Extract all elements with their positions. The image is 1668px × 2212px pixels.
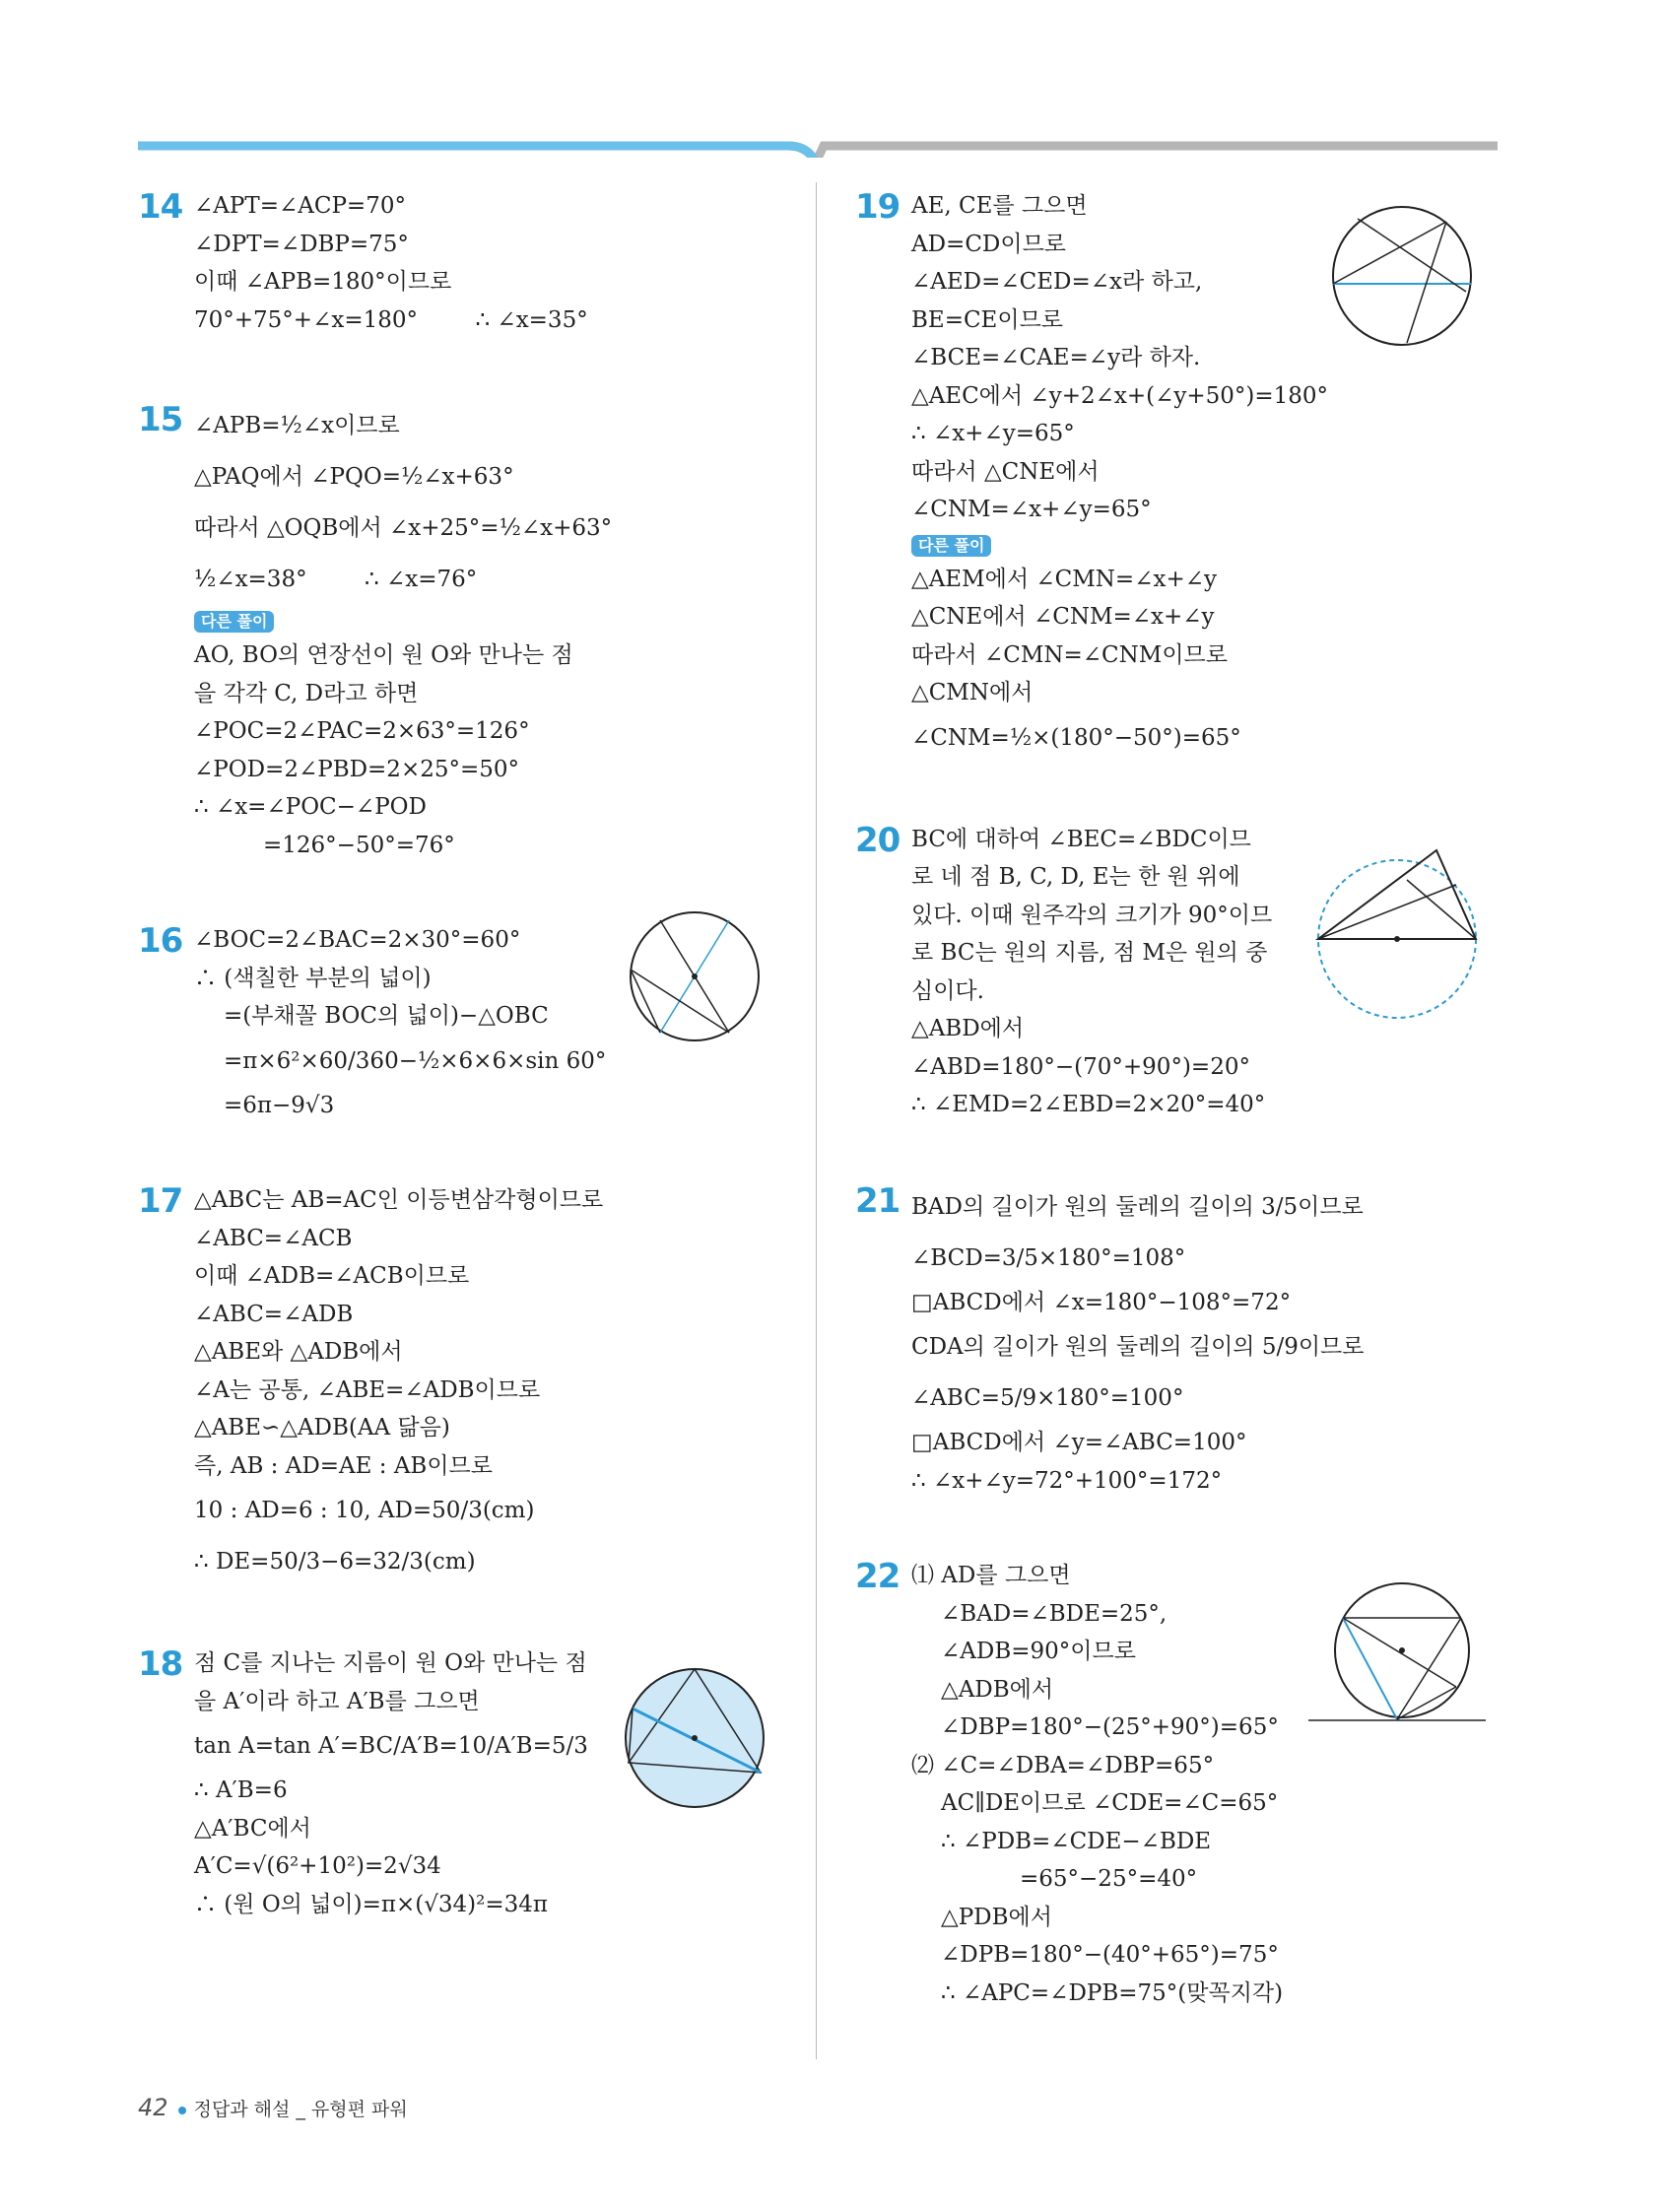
solution-line: ∴ ∠APC=∠DPB=75°(맞꼭지각) [941,1979,1284,2006]
solution-line: tan A=tan A′=BC/A′B=10/A′B=5/3 [194,1733,588,1759]
solution-line: A′C=√(6²+10²)=2√34 [194,1853,441,1879]
solution-line: =6π−9√3 [224,1092,335,1118]
problem-number: 15 [138,400,183,439]
solution-line: 이때 ∠ADB=∠ACB이므로 [194,1263,470,1289]
solution-line: △ADB에서 [941,1676,1054,1703]
problem-number: 20 [855,820,901,860]
page-footer [138,2094,408,2121]
solution-line: ∠CNM=∠x+∠y=65° [911,497,1152,522]
solution-line: ∴ ∠x+∠y=72°+100°=172° [911,1467,1223,1494]
problem-number: 14 [138,187,183,227]
solution-line: 심이다. [911,977,984,1004]
solution-line: ∠BCD=3/5×180°=108° [911,1244,1186,1271]
solution-line: 을 각각 C, D라고 하면 [194,680,419,706]
solution-line: 점 C를 지나는 지름이 원 O와 만나는 점 [194,1650,587,1676]
circle-diagram-22 [1308,1576,1486,1744]
solution-line: △A′BC에서 [194,1815,311,1842]
solution-line: △ABE와 △ADB에서 [194,1339,403,1365]
solution-line: AD=CD이므로 [911,231,1067,257]
problem-number: 21 [855,1180,901,1221]
left-column [138,187,818,1980]
solution-line: △CMN에서 [911,680,1034,705]
solution-line: ∠ABC=∠ACB [194,1225,353,1251]
alt-solution-badge: 다른 풀이 [911,535,991,557]
solution-line: 따라서 ∠CMN=∠CNM이므로 [911,641,1228,668]
solution-line: CDA의 길이가 원의 둘레의 길이의 5/9이므로 [911,1334,1365,1360]
solution-line: ∴ ∠PDB=∠CDE−∠BDE [941,1828,1212,1854]
solution-line: =π×6²×60/360−½×6×6×sin 60° [224,1047,607,1074]
problem-22 [855,1557,1496,2012]
problem-number: 17 [138,1181,183,1221]
solution-line: △AEM에서 ∠CMN=∠x+∠y [911,566,1217,592]
solution-line: ∴ ∠x+∠y=65° [911,421,1075,446]
solution-line: ∠ABC=5/9×180°=100° [911,1385,1184,1411]
solution-line: △PDB에서 [941,1904,1052,1930]
solution-line: □ABCD에서 ∠x=180°−108°=72° [911,1289,1292,1315]
problem-15 [138,400,818,864]
solution-line: ∠DPB=180°−(40°+65°)=75° [941,1942,1279,1968]
problem-number: 22 [855,1557,901,1596]
solution-line: ⑴ AD를 그으면 [911,1563,1071,1588]
problem-20 [855,821,1496,1124]
alt-solution-badge: 다른 풀이 [194,611,274,633]
solution-line: △AEC에서 ∠y+2∠x+(∠y+50°)=180° [911,382,1329,409]
solution-line: 로 BC는 원의 지름, 점 M은 원의 중 [911,940,1268,966]
solution-line: 즉, AB : AD=AE : AB이므로 [194,1452,493,1479]
solution-line: 있다. 이때 원주각의 크기가 90°이므 [911,902,1273,928]
solution-line: △ABD에서 [911,1016,1025,1041]
solution-line: ∠BOC=2∠BAC=2×30°=60° [194,927,521,953]
problem-19 [855,187,1496,764]
solution-line: 을 A′이라 하고 A′B를 그으면 [194,1688,480,1714]
solution-line: 10 : AD=6 : 10, AD=50/3(cm) [194,1498,535,1523]
problem-number: 16 [138,921,183,961]
solution-line: 로 네 점 B, C, D, E는 한 원 위에 [911,864,1240,890]
solution-line: ∠A는 공통, ∠ABE=∠ADB이므로 [194,1376,541,1403]
solution-line: ∴ (색칠한 부분의 넓이) [194,965,432,991]
circle-diagram-18 [611,1654,778,1822]
solution-line: AO, BO의 연장선이 원 O와 만나는 점 [194,642,573,668]
solution-line: =(부채꼴 BOC의 넓이)−△OBC [224,1003,549,1029]
bullet-icon [178,2107,186,2114]
problem-16 [138,921,818,1124]
page-number: 42 [138,2094,168,2121]
solution-line: ∠POC=2∠PAC=2×63°=126° [194,718,530,744]
solution-line: ½∠x=38° ∴ ∠x=76° [194,567,478,592]
solution-line: ∠DBP=180°−(25°+90°)=65° [941,1714,1279,1740]
solution-line: ∠BAD=∠BDE=25°, [941,1600,1168,1627]
solution-line: ⑵ ∠C=∠DBA=∠DBP=65° [911,1752,1215,1778]
solution-line: 따라서 △OQB에서 ∠x+25°=½∠x+63° [194,515,613,541]
solution-line: 이때 ∠APB=180°이므로 [194,269,452,295]
footer-title: 정답과 해설 _ 유형편 파워 [193,2099,408,2120]
solution-line: △PAQ에서 ∠PQO=½∠x+63° [194,464,514,490]
problem-21 [855,1181,1496,1501]
solution-line: ∠APB=½∠x이므로 [194,413,400,438]
solution-line: ∴ A′B=6 [194,1777,288,1803]
solution-line: △ABE∽△ADB(AA 닮음) [194,1415,450,1441]
solution-line: ∠ADB=90°이므로 [941,1639,1136,1664]
solution-line: BAD의 길이가 원의 둘레의 길이의 3/5이므로 [911,1193,1364,1220]
solution-line: ∴ DE=50/3−6=32/3(cm) [194,1549,476,1575]
solution-line: ∴ ∠x=∠POC−∠POD [194,794,427,820]
problem-18 [138,1644,818,1923]
solution-line: ∴ ∠EMD=2∠EBD=2×20°=40° [911,1092,1266,1117]
solution-line: ∠ABC=∠ADB [194,1301,354,1327]
header-bar [0,0,1668,158]
solution-line: □ABCD에서 ∠y=∠ABC=100° [911,1430,1247,1455]
solution-line: AC∥DE이므로 ∠CDE=∠C=65° [941,1790,1279,1816]
right-column [855,187,1496,2069]
solution-line: ∴ (원 O의 넓이)=π×(√34)²=34π [194,1891,549,1917]
problem-number: 18 [138,1644,183,1684]
problem-number: 19 [855,187,901,227]
problem-17 [138,1181,818,1587]
circle-diagram-19 [1318,197,1486,355]
problem-14 [138,187,818,339]
solution-line: ∠APT=∠ACP=70° [194,193,406,219]
solution-line: ∠DPT=∠DBP=75° [194,231,409,257]
solution-line: 70°+75°+∠x=180° ∴ ∠x=35° [194,306,588,333]
solution-line: ∠ABD=180°−(70°+90°)=20° [911,1053,1250,1080]
solution-line: =126°−50°=76° [263,832,455,858]
solution-line: ∠BCE=∠CAE=∠y라 하자. [911,345,1201,370]
circle-diagram-20 [1299,831,1496,1028]
solution-line: AE, CE를 그으면 [911,193,1088,219]
solution-line: 따라서 △CNE에서 [911,458,1100,485]
solution-line: =65°−25°=40° [1020,1866,1198,1892]
solution-line: BE=CE이므로 [911,306,1064,333]
solution-line: ∠AED=∠CED=∠x라 하고, [911,269,1203,295]
solution-line: ∠POD=2∠PBD=2×25°=50° [194,756,520,782]
solution-line: △CNE에서 ∠CNM=∠x+∠y [911,604,1215,630]
solution-line: △ABC는 AB=AC인 이등변삼각형이므로 [194,1187,604,1213]
solution-line: BC에 대하여 ∠BEC=∠BDC이므 [911,826,1251,852]
solution-line: ∠CNM=½×(180°−50°)=65° [911,724,1241,751]
